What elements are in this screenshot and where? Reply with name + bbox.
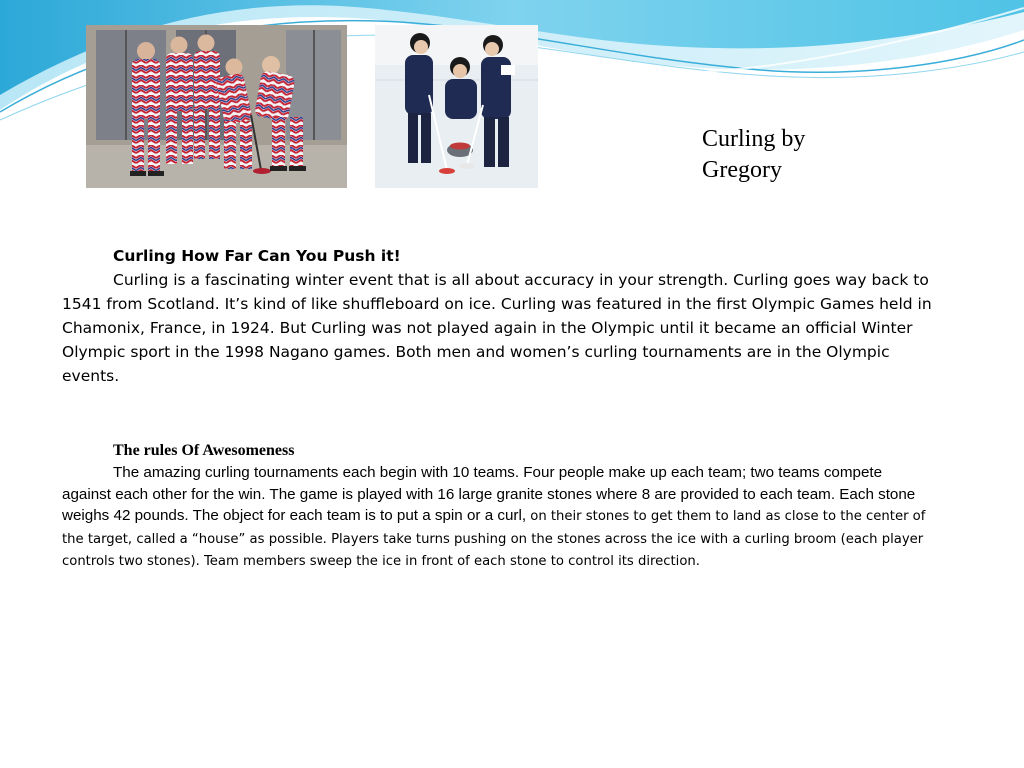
- slide-title-line1: Curling by: [702, 126, 806, 152]
- rules-paragraph-part1: The amazing curling tournaments each begin with 10 teams. Four people make up each team; two teams compete against each other for the win. The game is played with 16 large granite stones where 8 are provided to each team. Each stone weighs 42 pounds. The object for each team is to put a spin or a curl,: [62, 464, 916, 524]
- sweepers-photo: [375, 25, 538, 188]
- slide-title-line2: Gregory: [702, 157, 782, 183]
- intro-heading: Curling How Far Can You Push it!: [113, 247, 401, 265]
- rules-section: [62, 440, 932, 573]
- rules-paragraph-part2: on their stones to get them to land as close to the center of the target, called a “house” as possible. Players take turns pushing on the stones across the ice with a curling broom (each player controls two stones). Team members sweep the ice in front of each stone to control its direction.: [62, 509, 926, 569]
- team-suits-photo: [86, 25, 347, 188]
- rules-paragraph: [62, 462, 932, 573]
- rules-heading: The rules Of Awesomeness: [113, 442, 295, 459]
- slide-title: [702, 124, 902, 186]
- intro-paragraph: Curling is a fascinating winter event that is all about accuracy in your strength. Curling goes way back to 1541 from Scotland. It’s kind of like shuffleboard on ice. Curling was featured in the first Olympic Games held in Chamonix, France, in 1924. But Curling was not played again in the Olympic until it became an official Winter Olympic sport in the 1998 Nagano games. Both men and women’s curling tournaments are in the Olympic events.: [62, 271, 932, 385]
- intro-section: [62, 244, 942, 388]
